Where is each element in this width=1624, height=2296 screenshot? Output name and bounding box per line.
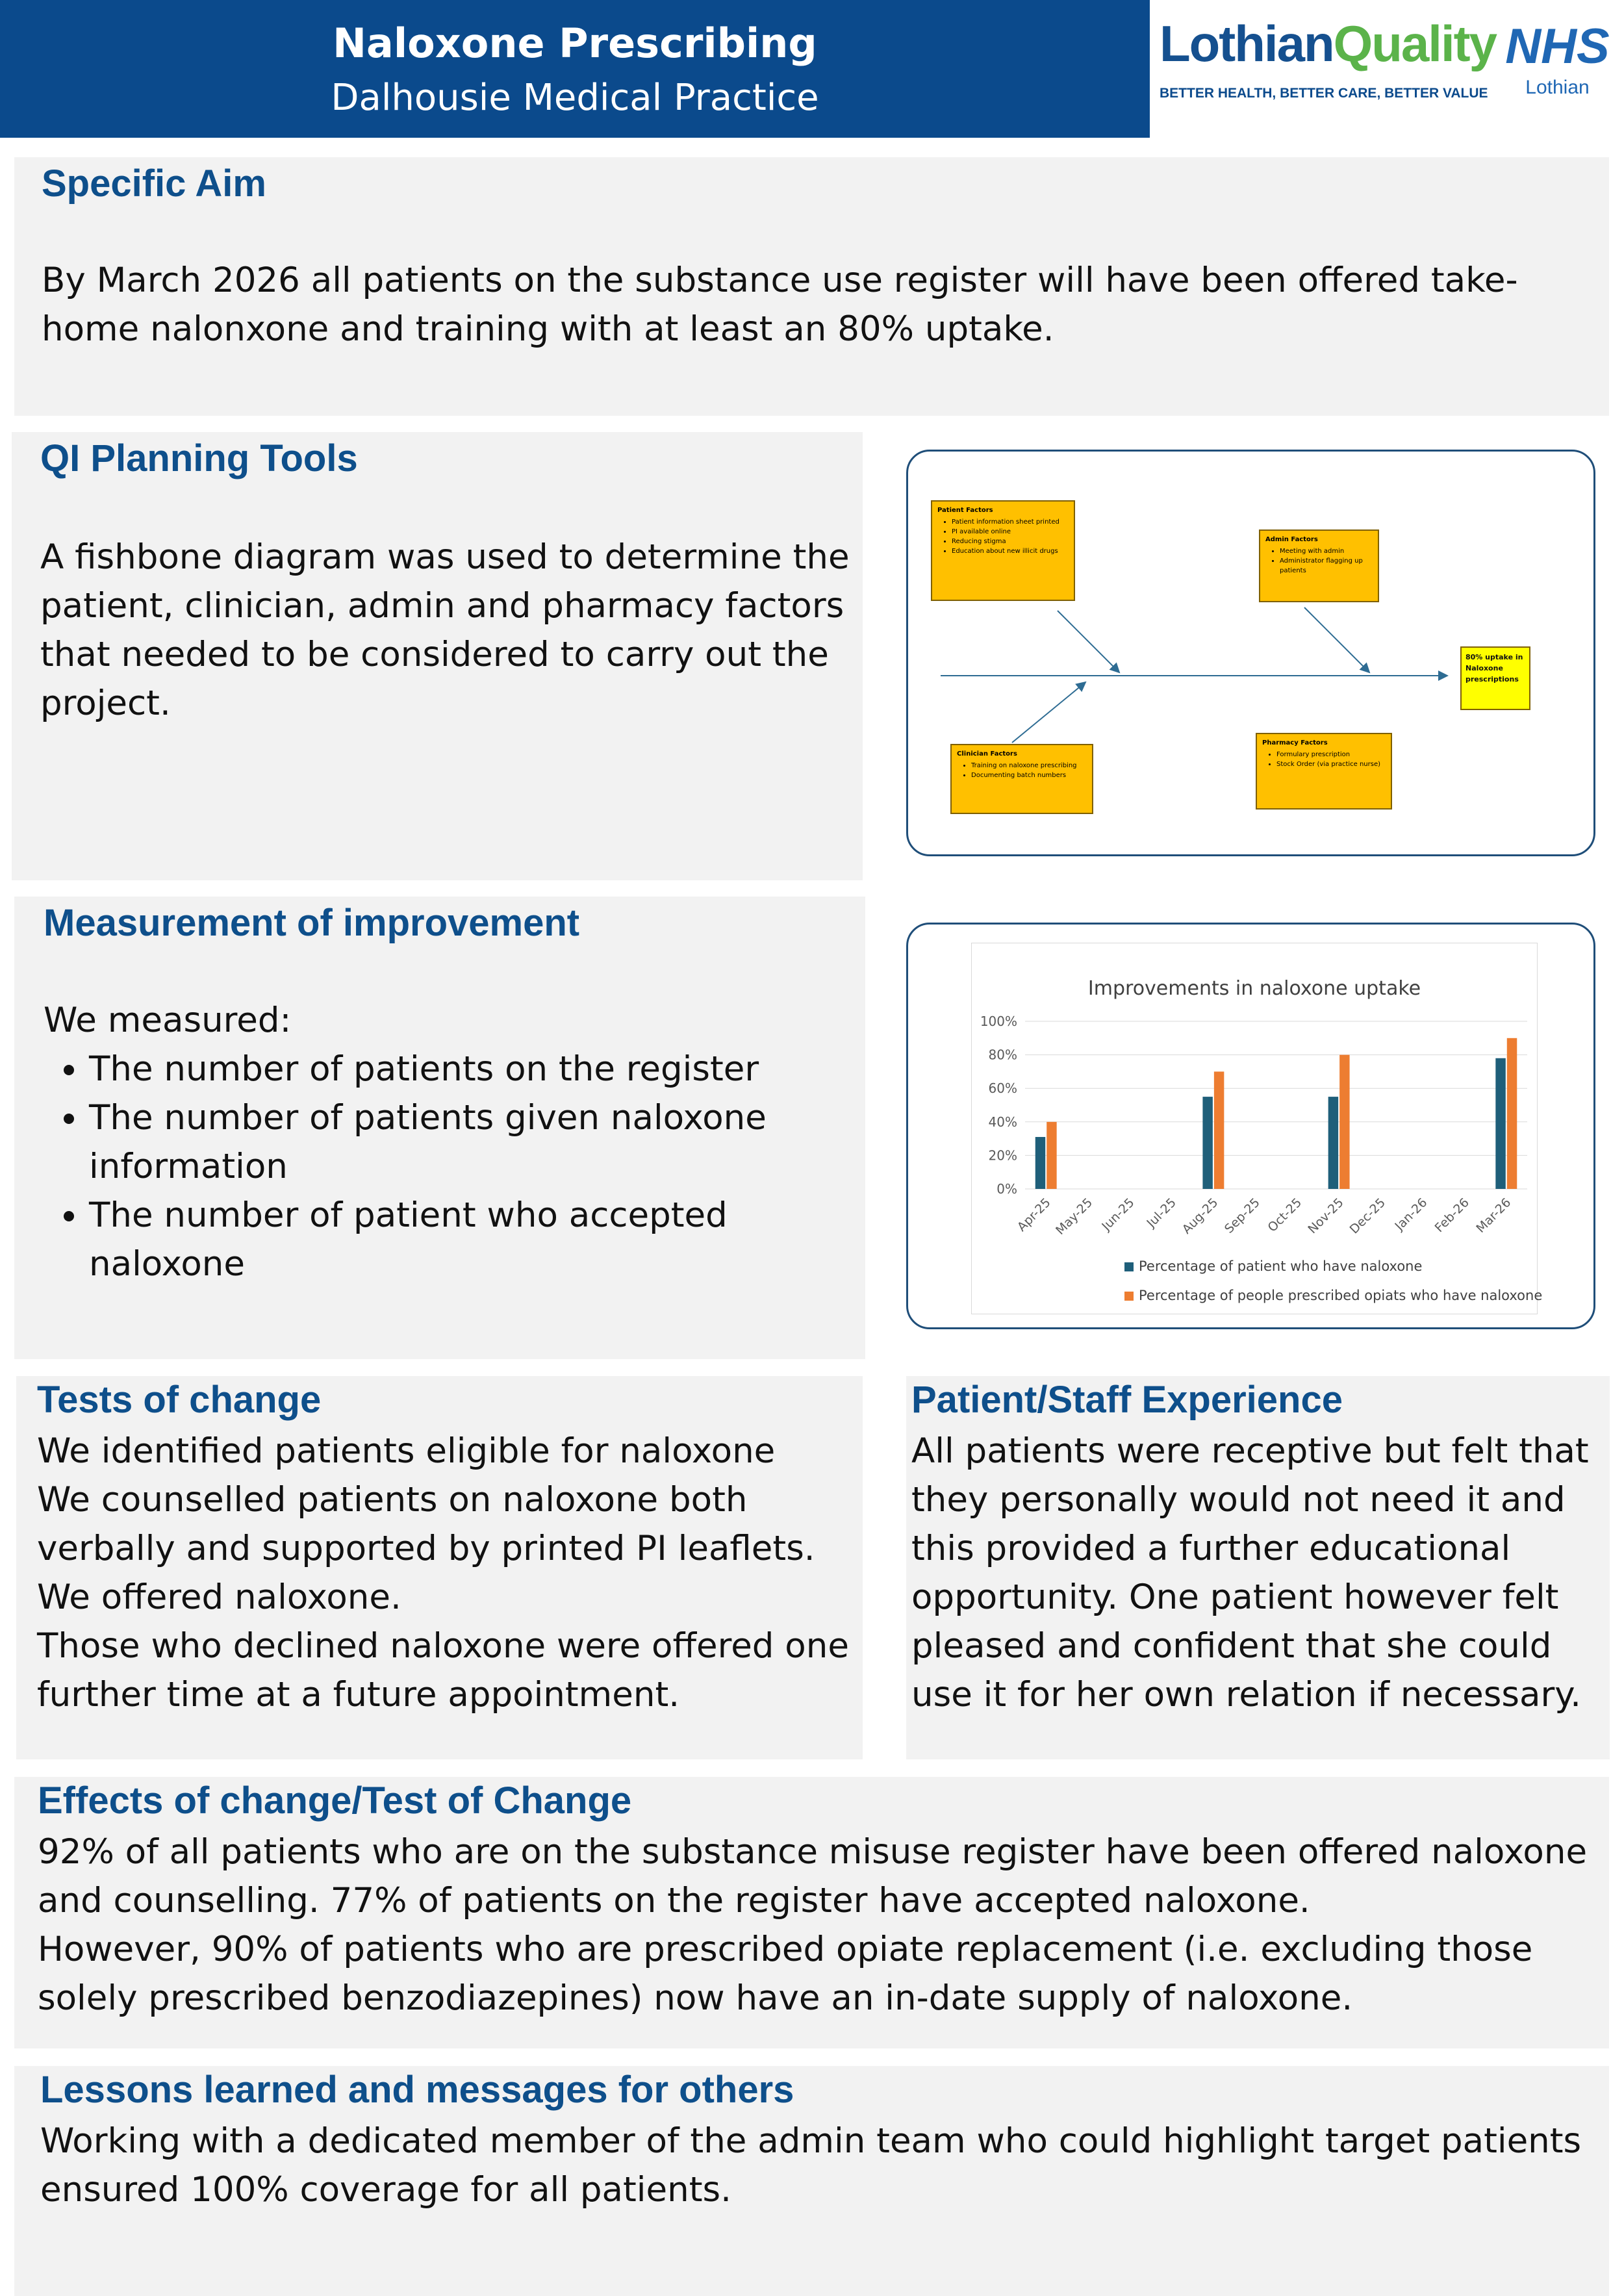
bar — [1507, 1038, 1517, 1189]
poster-title: Naloxone Prescribing — [333, 19, 817, 67]
x-tick-label: Nov-25 — [1305, 1195, 1347, 1237]
bar — [1328, 1097, 1338, 1189]
x-tick-label: Jun-25 — [1099, 1195, 1137, 1234]
patient-factor-item: • Patient information sheet printed — [952, 517, 1069, 527]
pharmacy-factor-item: • Stock Order (via practice nurse) — [1276, 759, 1386, 769]
lothian-quality-logo — [1160, 14, 1497, 112]
clinician-factor-item: • Documenting batch numbers — [971, 771, 1087, 780]
planning-text: A fishbone diagram was used to determine the patient, clinician, admin and pharmacy factors that needed to be considered to carry out the project. — [40, 537, 850, 723]
legend-swatch — [1124, 1262, 1134, 1271]
nhs-region: Lothian — [1525, 77, 1590, 98]
nhs-badge: NHS — [1505, 19, 1610, 74]
experience-text: All patients were receptive but felt that they personally would not need it and this provided a further educational opportunity. One patient however felt pleased and confident that she could use it for her own relation if necessary. — [911, 1431, 1589, 1715]
patient-factor-item: • Reducing stigma — [952, 537, 1069, 546]
legend-label: Percentage of patient who have naloxone — [1139, 1258, 1423, 1274]
admin-factor-item: • Meeting with admin — [1280, 546, 1373, 556]
x-tick-label: Feb-26 — [1432, 1195, 1472, 1236]
y-tick-label: 80% — [988, 1047, 1017, 1063]
bar — [1035, 1137, 1045, 1189]
effects-line: 92% of all patients who are on the substance misuse register have been offered naloxone and counselling. 77% of patients on the register have accepted naloxone. — [38, 1832, 1588, 1920]
measurement-item: • The number of patients on the register — [89, 1045, 869, 1093]
fishbone-bone-admin — [1304, 607, 1369, 672]
measurement-heading: Measurement of improvement — [44, 902, 580, 944]
measurement-item: • The number of patient who accepted naloxone — [89, 1191, 869, 1288]
planning-panel — [12, 432, 863, 880]
bar — [1339, 1055, 1349, 1189]
x-tick-label: Jul-25 — [1144, 1195, 1179, 1231]
patient-factors-box — [931, 500, 1075, 601]
patient-factor-item: • PI available online — [952, 527, 1069, 537]
bar — [1047, 1122, 1056, 1189]
x-tick-label: Aug-25 — [1179, 1195, 1221, 1237]
tests-panel — [16, 1376, 863, 1759]
measurement-panel — [14, 897, 865, 1359]
fishbone-diagram — [906, 450, 1595, 856]
fishbone-outcome-box: 80% uptake in Naloxone prescriptions — [1460, 646, 1530, 710]
y-tick-label: 0% — [996, 1181, 1017, 1197]
measurement-list — [44, 1045, 869, 1288]
measurement-item: • The number of patients given naloxone information — [89, 1093, 869, 1191]
effects-text — [38, 1828, 1597, 2022]
bar — [1202, 1097, 1212, 1189]
logo-tagline: BETTER HEALTH, BETTER CARE, BETTER VALUE — [1160, 86, 1488, 101]
logo-word-lothian: Lothian — [1160, 15, 1334, 72]
clinician-factors-title: Clinician Factors — [957, 750, 1017, 758]
planning-heading: QI Planning Tools — [40, 437, 358, 479]
clinician-factor-item: • Training on naloxone prescribing — [971, 761, 1087, 771]
tests-line: We offered naloxone. — [37, 1577, 401, 1617]
experience-heading: Patient/Staff Experience — [911, 1379, 1343, 1421]
pharmacy-factors-title: Pharmacy Factors — [1262, 739, 1328, 746]
patient-factors-title: Patient Factors — [937, 507, 993, 514]
x-tick-label: Sep-25 — [1222, 1195, 1263, 1236]
admin-factors-box — [1259, 529, 1379, 602]
chart-area — [971, 943, 1543, 1314]
admin-factor-item: • Administrator flagging up patients — [1280, 556, 1373, 576]
admin-factors-title: Admin Factors — [1265, 536, 1318, 543]
tests-text — [37, 1427, 849, 1719]
x-tick-label: Dec-25 — [1347, 1195, 1389, 1237]
chart-title: Improvements in naloxone uptake — [1087, 977, 1421, 1000]
experience-panel — [906, 1376, 1610, 1759]
patient-factor-item: • Education about new illicit drugs — [952, 546, 1069, 556]
legend-item — [1124, 1288, 1542, 1303]
chart-card — [906, 923, 1595, 1329]
specific-aim-panel — [14, 157, 1609, 416]
measurement-intro: We measured: — [44, 1001, 292, 1040]
legend-swatch — [1124, 1292, 1134, 1301]
header-banner — [0, 0, 1150, 138]
lessons-text: Working with a dedicated member of the admin team who could highlight target patients ensured 100% coverage for all patients. — [40, 2121, 1582, 2210]
y-tick-label: 100% — [980, 1014, 1017, 1029]
legend-item — [1124, 1258, 1422, 1274]
tests-heading: Tests of change — [37, 1379, 322, 1421]
x-tick-label: Oct-25 — [1265, 1195, 1305, 1235]
x-tick-label: May-25 — [1053, 1195, 1096, 1238]
y-tick-label: 40% — [988, 1114, 1017, 1130]
fishbone-bone-clinician — [1012, 682, 1085, 743]
bar — [1495, 1058, 1505, 1189]
lessons-heading: Lessons learned and messages for others — [40, 2069, 794, 2111]
x-tick-label: Mar-26 — [1473, 1195, 1514, 1236]
y-tick-label: 20% — [988, 1147, 1017, 1164]
specific-aim-text: By March 2026 all patients on the substance use register will have been offered take-home nalonxone and training with at least an 80% uptake. — [42, 261, 1518, 349]
y-tick-label: 60% — [988, 1080, 1017, 1097]
x-tick-label: Apr-25 — [1014, 1195, 1054, 1234]
lessons-panel — [14, 2066, 1609, 2296]
clinician-factors-box — [950, 744, 1093, 814]
nhs-lothian-logo — [1504, 19, 1611, 99]
specific-aim-heading: Specific Aim — [42, 162, 266, 205]
x-tick-label: Jan-26 — [1392, 1195, 1430, 1234]
fishbone-bone-patient — [1058, 611, 1119, 672]
bar — [1214, 1071, 1224, 1189]
legend-label: Percentage of people prescribed opiats who have naloxone — [1139, 1288, 1543, 1303]
tests-line: We identified patients eligible for naloxone — [37, 1431, 776, 1471]
tests-line: Those who declined naloxone were offered one further time at a future appointment. — [37, 1626, 849, 1715]
effects-line: However, 90% of patients who are prescribed opiate replacement (i.e. excluding those solely prescribed benzodiazepines) now have an in-date supply of naloxone. — [38, 1930, 1533, 2018]
logo-word-quality: Quality — [1333, 15, 1497, 72]
pharmacy-factors-box — [1256, 733, 1392, 810]
pharmacy-factor-item: • Formulary prescription — [1276, 750, 1386, 759]
poster-subtitle: Dalhousie Medical Practice — [331, 77, 819, 119]
effects-heading: Effects of change/Test of Change — [38, 1779, 632, 1822]
effects-panel — [14, 1777, 1609, 2048]
tests-line: We counselled patients on naloxone both verbally and supported by printed PI leaflets. — [37, 1480, 815, 1568]
